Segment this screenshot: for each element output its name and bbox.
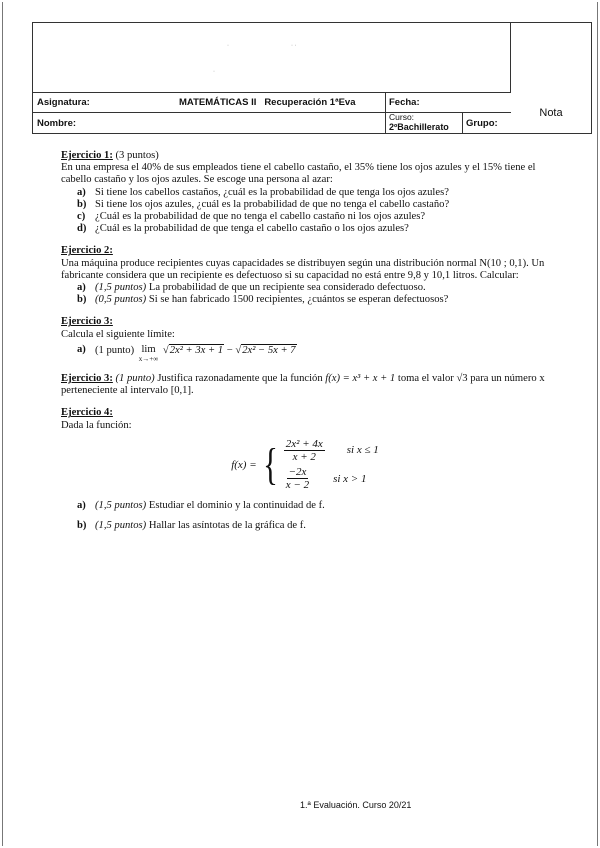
exercise-3b: Ejercicio 3: (1 punto) Justifica razonadamente que la función f(x) = x³ + x + 1 toma el valor √3 para un número x perteneciente al intervalo [0,1].: [61, 373, 545, 397]
exercise-3-intro: Calcula el siguiente límite:: [61, 328, 175, 340]
group-label: Grupo:: [466, 118, 498, 129]
course-label: Curso:: [389, 112, 415, 122]
grade-cell: [511, 23, 591, 133]
subject-value: MATEMÁTICAS II Recuperación 1ªEva: [179, 97, 356, 108]
exercise-4-title: Ejercicio 4:: [61, 407, 113, 419]
exercise-2-title: Ejercicio 2:: [61, 245, 113, 257]
subject-label: Asignatura:: [37, 97, 90, 108]
list-item: a) Si tiene los cabellos castaños, ¿cuál es la probabilidad de que tenga los ojos azules?: [77, 186, 449, 198]
list-item: a) (1 punto) lim x→+∞ √2x² + 3x + 1 − √2x² − 5x + 7: [77, 343, 296, 364]
left-brace-icon: {: [262, 439, 278, 489]
piecewise-function: f(x) = { $\frac{\text{2x² + 4x}}{x + 2}$ si x ≤ 1 $\frac{-2x}{x - 2}$ si x > 1: [231, 437, 379, 492]
school-logo-area: · · · ·: [33, 23, 511, 93]
date-label: Fecha:: [389, 97, 420, 108]
list-item: b) Si tiene los ojos azules, ¿cuál es la probabilidad de que no tenga el cabello castaño?: [77, 198, 450, 210]
exercise-1: [61, 150, 549, 235]
exam-header-table: [32, 22, 592, 134]
exercise-3-title: Ejercicio 3:: [61, 316, 113, 328]
list-item: d) ¿Cuál es la probabilidad de que tenga el cabello castaño o los ojos azules?: [77, 223, 409, 235]
exercise-1-title: Ejercicio 1:: [61, 150, 113, 161]
course-value: 2ºBachillerato: [389, 122, 449, 132]
page-footer: 1.ª Evaluación. Curso 20/21: [300, 800, 412, 810]
limit-expression: lim x→+∞: [138, 343, 159, 364]
exercise-2-intro: Una máquina produce recipientes cuyas capacidades se distribuyen según una distribución normal N(10 ; 0,1). Un fabricante considera que un recipiente es defectuoso si su capacidad no está entre 9,8 y 10,1 litros. Calcular:: [61, 257, 545, 281]
list-item: b) (0,5 puntos) Si se han fabricado 1500 recipientes, ¿cuántos se esperan defectuosos?: [77, 294, 449, 306]
name-label: Nombre:: [37, 118, 77, 129]
exercise-2: [61, 245, 549, 306]
name-row: [33, 113, 511, 133]
exercise-1-points: (3 puntos): [115, 150, 159, 161]
list-item: c) ¿Cuál es la probabilidad de que no tenga el cabello castaño ni los ojos azules?: [77, 211, 426, 223]
list-item: a) (1,5 puntos) Estudiar el dominio y la continuidad de f.: [77, 499, 325, 511]
grade-label: Nota: [539, 107, 563, 119]
exam-content: [61, 150, 549, 542]
exercise-3b-title: Ejercicio 3:: [61, 373, 113, 385]
exercise-4-intro: Dada la función:: [61, 419, 132, 431]
exercise-1-intro: En una empresa el 40% de sus empleados tiene el cabello castaño, el 35% tiene los ojos azules y el 15% tiene el cabello castaño y los ojos azules. Se escoge una persona al azar:: [61, 162, 536, 186]
list-item: a) (1,5 puntos) La probabilidad de que un recipiente sea considerado defectuoso.: [77, 282, 426, 294]
exercise-3: [61, 316, 549, 363]
list-item: b) (1,5 puntos) Hallar las asíntotas de la gráfica de f.: [77, 519, 306, 531]
exercise-4: [61, 407, 549, 532]
subject-row: [33, 93, 511, 113]
